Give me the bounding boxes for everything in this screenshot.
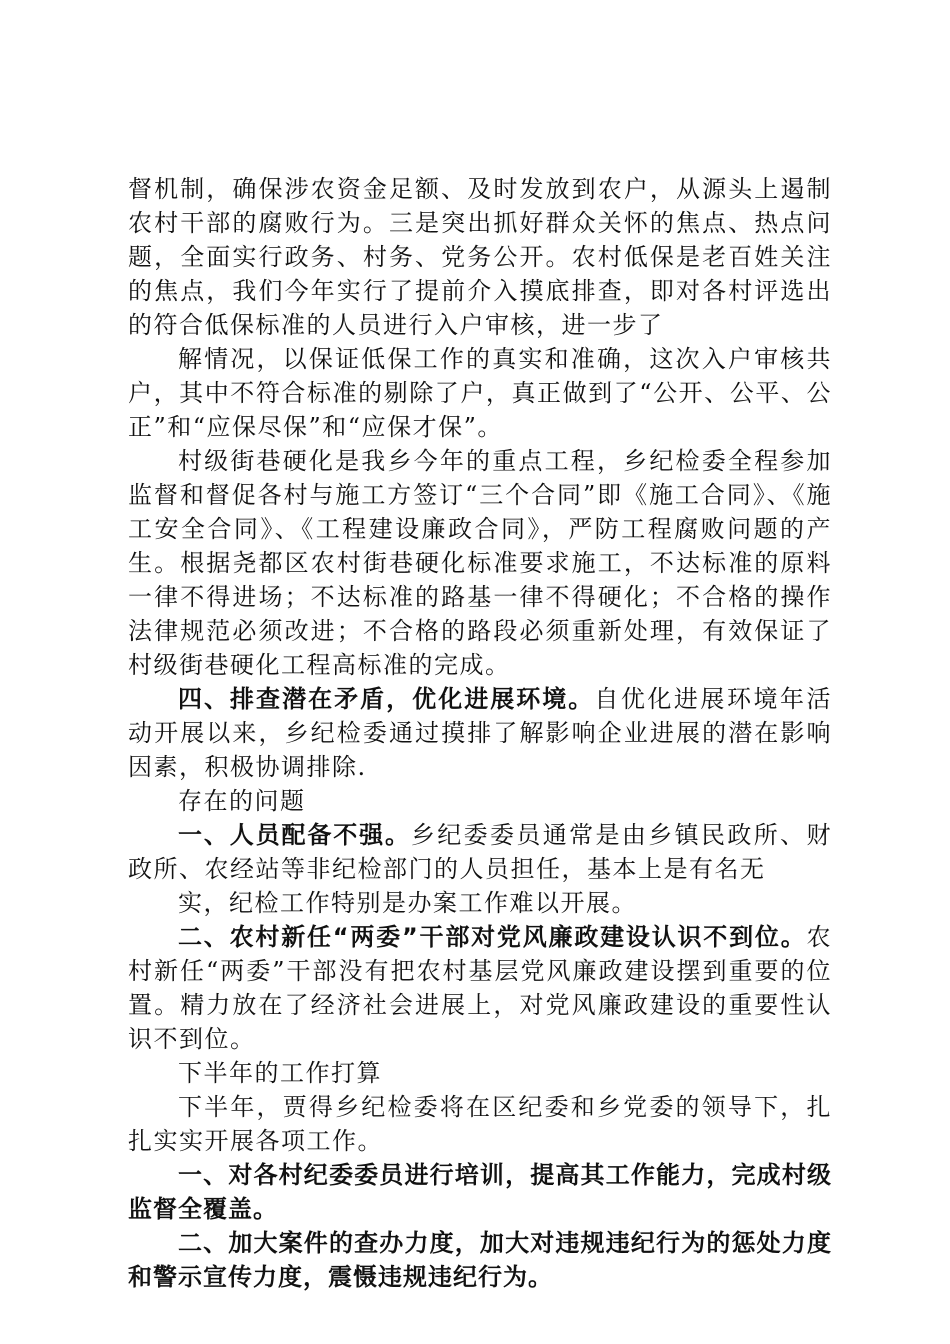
paragraph-staffing [128, 818, 832, 886]
paragraph-plans-intro: 下半年，贾得乡纪检委将在区纪委和乡党委的领导下，扎扎实实开展各项工作。 [128, 1093, 832, 1155]
heading-staffing: 一、人员配备不强。 [178, 821, 411, 849]
text-new-committees: 农村新任“两委”干部没有把农村基层党风廉政建设摆到重要的位置。精力放在了经济社会进展上，对党风廉政建设的重要性认识不到位。 [128, 923, 832, 1053]
heading-conflict-screening: 四、排查潜在矛盾，优化进展环境。 [178, 685, 595, 713]
paragraph-street-hardening: 村级街巷硬化是我乡今年的重点工程，乡纪检委全程参加监督和督促各村与施工方签订“三个合同”即《施工合同》、《施工安全合同》、《工程建设廉政合同》，严防工程腐败问题的产生。根据尧都区农村街巷硬化标准要求施工，不达标准的原料一律不得进场；不达标准的路基一律不得硬化；不合格的操作法律规范必须改进；不合格的路段必须重新处理，有效保证了村级街巷硬化工程高标准的完成。 [128, 447, 832, 679]
section-heading-plans: 下半年的工作打算 [178, 1059, 382, 1087]
paragraph-new-committees [128, 920, 832, 1056]
paragraph-supervision-mechanism: 督机制，确保涉农资金足额、及时发放到农户，从源头上遏制农村干部的腐败行为。三是突出抓好群众关怀的焦点、热点问题，全面实行政务、村务、党务公开。农村低保是老百姓关注的焦点，我们今年实行了提前介入摸底排查，即对各村评选出的符合低保标准的人员进行入户审核，进一步了 [128, 175, 832, 339]
paragraph-low-income-audit: 解情况，以保证低保工作的真实和准确，这次入户审核共户，其中不符合标准的剔除了户，真正做到了“公开、公平、公正”和“应保尽保”和“应保才保”。 [128, 345, 832, 441]
text-conflict-screening: 自优化进展环境年活动开展以来，乡纪检委通过摸排了解影响企业进展的潜在影响因素，积极协调排除. [128, 685, 833, 781]
document-body [128, 172, 832, 1294]
section-heading-problems: 存在的问题 [178, 787, 306, 815]
plan-item-enforcement: 二、加大案件的查办力度，加大对违规违纪行为的惩处力度和警示宣传力度，震慑违规违纪行为。 [128, 1229, 832, 1291]
plan-item-training: 一、对各村纪委委员进行培训，提高其工作能力，完成村级监督全覆盖。 [128, 1161, 832, 1223]
paragraph-conflict-screening [128, 682, 832, 784]
paragraph-staffing-continued: 实，纪检工作特别是办案工作难以开展。 [178, 889, 637, 917]
heading-new-committees: 二、农村新任“两委”干部对党风廉政建设认识不到位。 [178, 923, 807, 951]
text-staffing: 乡纪委委员通常是由乡镇民政所、财政所、农经站等非纪检部门的人员担任，基本上是有名无 [128, 821, 832, 883]
